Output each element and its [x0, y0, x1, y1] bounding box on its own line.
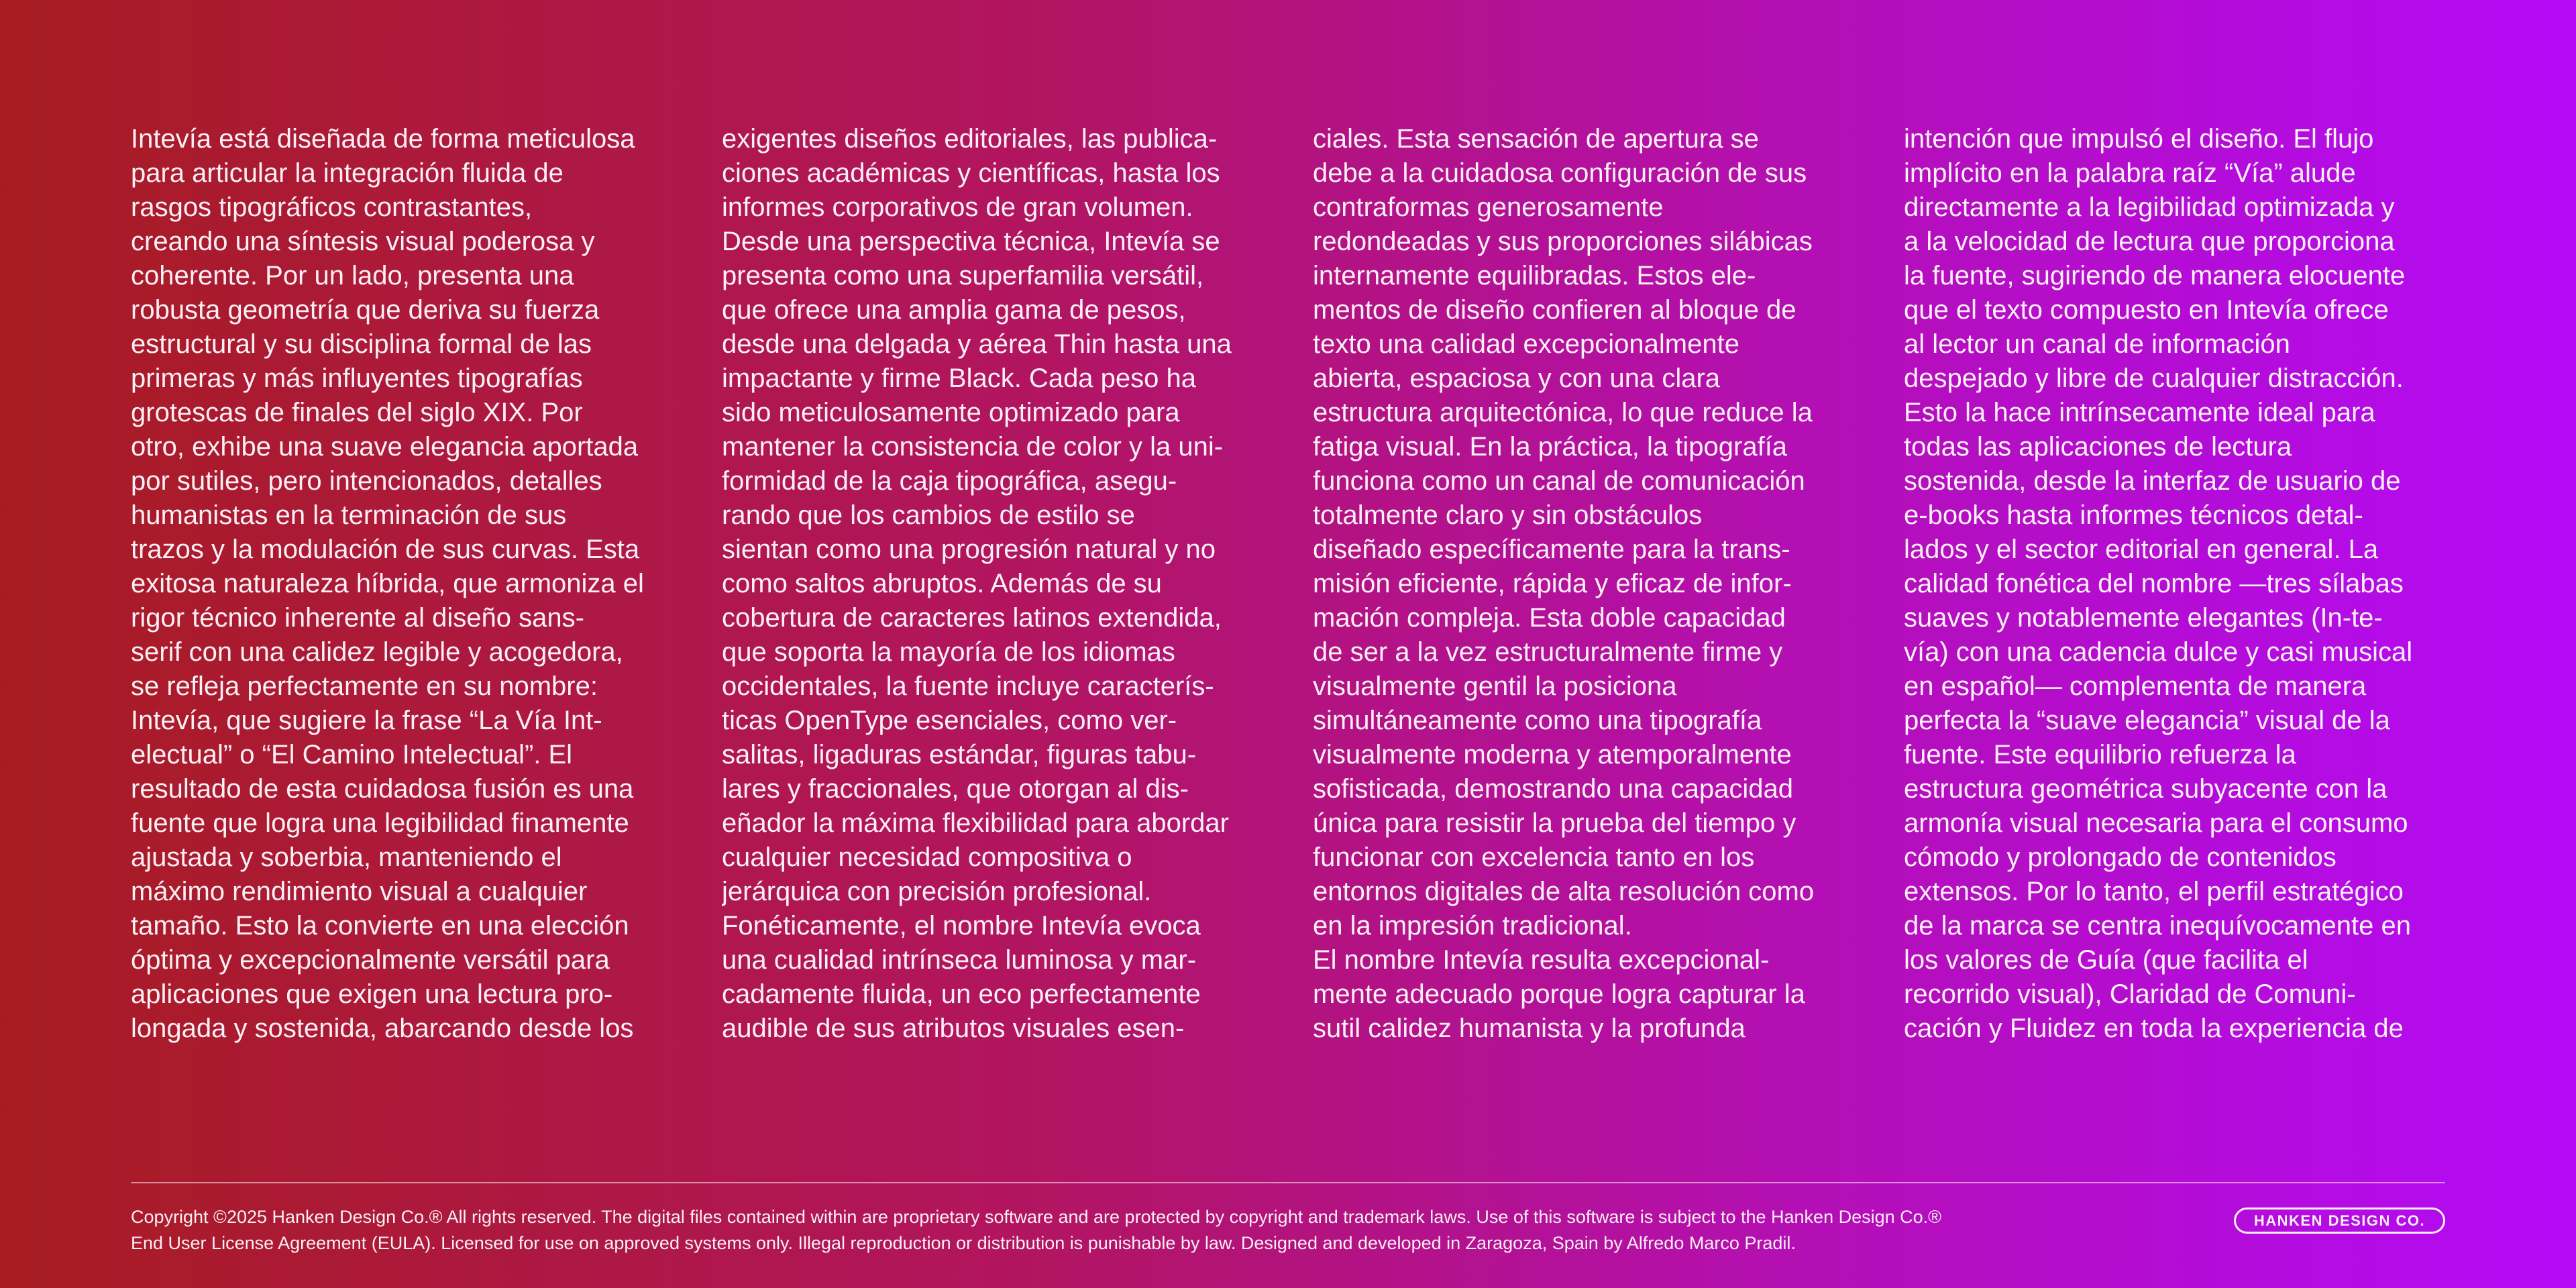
text-line: desde una delgada y aérea Thin hasta una — [722, 329, 1232, 359]
text-line: internamente equilibradas. Estos ele- — [1313, 261, 1756, 290]
text-column-4 — [1904, 122, 2440, 1061]
text-line: creando una síntesis visual poderosa y — [131, 227, 595, 256]
text-line: occidentales, la fuente incluye caracterís- — [722, 672, 1214, 701]
text-line: suaves y notablemente elegantes (In-te- — [1904, 603, 2383, 633]
text-line: la fuente, sugiriendo de manera elocuente — [1904, 261, 2406, 290]
text-line: otro, exhibe una suave elegancia aportada — [131, 432, 639, 462]
text-line: diseñado específicamente para la trans- — [1313, 535, 1790, 564]
text-line: estructural y su disciplina formal de las — [131, 329, 592, 359]
text-line: estructura arquitectónica, lo que reduce la — [1313, 398, 1813, 427]
text-line: lados y el sector editorial en general. La — [1904, 535, 2379, 564]
text-line: lares y fraccionales, que otorgan al dis- — [722, 774, 1189, 804]
text-line: entornos digitales de alta resolución como — [1313, 877, 1815, 906]
text-line: al lector un canal de información — [1904, 329, 2290, 359]
text-line: rigor técnico inherente al diseño sans- — [131, 603, 584, 633]
text-line: impactante y firme Black. Cada peso ha — [722, 364, 1197, 393]
text-line: ciales. Esta sensación de apertura se — [1313, 124, 1759, 154]
text-line: de ser a la vez estructuralmente firme y — [1313, 637, 1783, 667]
text-line: por sutiles, pero intencionados, detalles — [131, 466, 602, 496]
text-line: electual” o “El Camino Intelectual”. El — [131, 740, 573, 769]
text-line: funcionar con excelencia tanto en los — [1313, 843, 1755, 872]
text-line: simultáneamente como una tipografía — [1313, 706, 1762, 735]
text-line: funciona como un canal de comunicación — [1313, 466, 1805, 496]
text-line: cualquier necesidad compositiva o — [722, 843, 1132, 872]
text-line: que soporta la mayoría de los idiomas — [722, 637, 1175, 667]
text-line: sientan como una progresión natural y no — [722, 535, 1216, 564]
text-line: fatiga visual. En la práctica, la tipografía — [1313, 432, 1788, 462]
text-line: única para resistir la prueba del tiempo y — [1313, 808, 1796, 838]
text-line: Intevía, que sugiere la frase “La Vía Int- — [131, 706, 602, 735]
text-line: extensos. Por lo tanto, el perfil estratégico — [1904, 877, 2404, 906]
text-line: grotescas de finales del siglo XIX. Por — [131, 398, 583, 427]
text-line: tamaño. Esto la convierte en una elección — [131, 911, 629, 941]
text-line: mantener la consistencia de color y la uni- — [722, 432, 1224, 462]
text-line: robusta geometría que deriva su fuerza — [131, 295, 600, 325]
footer-divider — [131, 1182, 2445, 1183]
text-line: que ofrece una amplia gama de pesos, — [722, 295, 1186, 325]
text-line: de la marca se centra inequívocamente en — [1904, 911, 2411, 941]
text-line: a la velocidad de lectura que proporciona — [1904, 227, 2395, 256]
text-line: texto una calidad excepcionalmente — [1313, 329, 1739, 359]
text-line: máximo rendimiento visual a cualquier — [131, 877, 588, 906]
text-line: misión eficiente, rápida y eficaz de infor- — [1313, 569, 1792, 598]
text-line: perfecta la “suave elegancia” visual de la — [1904, 706, 2390, 735]
text-line: Esto la hace intrínsecamente ideal para — [1904, 398, 2375, 427]
text-line: El nombre Intevía resulta excepcional- — [1313, 945, 1770, 975]
text-line: humanistas en la terminación de sus — [131, 500, 567, 530]
text-line: cómodo y prolongado de contenidos — [1904, 843, 2337, 872]
text-line: óptima y excepcionalmente versátil para — [131, 945, 610, 975]
legal-line: End User License Agreement (EULA). Licensed for use on approved systems only. Illegal reproduction or distribution is punishable by law. Designed and developed in Zaragoza, Spain by Alfredo Marco Pradil. — [131, 1233, 1796, 1253]
text-line: e-books hasta informes técnicos detal- — [1904, 500, 2363, 530]
text-line: redondeadas y sus proporciones silábicas — [1313, 227, 1813, 256]
text-line: implícito en la palabra raíz “Vía” alude — [1904, 158, 2356, 188]
text-line: rasgos tipográficos contrastantes, — [131, 193, 533, 222]
text-line: mentos de diseño confieren al bloque de — [1313, 295, 1796, 325]
text-line: visualmente moderna y atemporalmente — [1313, 740, 1792, 769]
text-line: ajustada y soberbia, manteniendo el — [131, 843, 562, 872]
text-line: sutil calidez humanista y la profunda — [1313, 1014, 1746, 1043]
text-line: formidad de la caja tipográfica, asegu- — [722, 466, 1177, 496]
text-line: audible de sus atributos visuales esen- — [722, 1014, 1185, 1043]
text-line: en la impresión tradicional. — [1313, 911, 1632, 941]
text-line: vía) con una cadencia dulce y casi musical — [1904, 637, 2413, 667]
text-line: rando que los cambios de estilo se — [722, 500, 1135, 530]
text-line: cación y Fluidez en toda la experiencia de — [1904, 1014, 2404, 1043]
text-line: se refleja perfectamente en su nombre: — [131, 672, 598, 701]
text-line: exigentes diseños editoriales, las publica- — [722, 124, 1218, 154]
text-line: coherente. Por un lado, presenta una — [131, 261, 574, 290]
text-line: Desde una perspectiva técnica, Intevía se — [722, 227, 1220, 256]
text-line: totalmente claro y sin obstáculos — [1313, 500, 1703, 530]
text-line: ticas OpenType esenciales, como ver- — [722, 706, 1177, 735]
text-line: Intevía está diseñada de forma meticulosa — [131, 124, 635, 154]
text-line: directamente a la legibilidad optimizada y — [1904, 193, 2395, 222]
text-line: ciones académicas y científicas, hasta los — [722, 158, 1220, 188]
text-column-1 — [131, 122, 667, 1061]
text-line: calidad fonética del nombre —tres sílabas — [1904, 569, 2404, 598]
specimen-body-text — [131, 122, 2445, 1061]
text-line: eñador la máxima flexibilidad para abordar — [722, 808, 1229, 838]
text-line: fuente. Este equilibrio refuerza la — [1904, 740, 2296, 769]
text-line: jerárquica con precisión profesional. — [722, 877, 1152, 906]
text-line: Fonéticamente, el nombre Intevía evoca — [722, 911, 1201, 941]
brand-logo-badge: HANKEN DESIGN CO. — [2234, 1208, 2445, 1234]
text-line: mación compleja. Esta doble capacidad — [1313, 603, 1786, 633]
text-line: sofisticada, demostrando una capacidad — [1313, 774, 1794, 804]
text-line: longada y sostenida, abarcando desde los — [131, 1014, 634, 1043]
text-line: fuente que logra una legibilidad finamente — [131, 808, 629, 838]
text-line: despejado y libre de cualquier distracción. — [1904, 364, 2404, 393]
text-line: para articular la integración fluida de — [131, 158, 564, 188]
text-line: presenta como una superfamilia versátil, — [722, 261, 1204, 290]
text-line: una cualidad intrínseca luminosa y mar- — [722, 945, 1197, 975]
text-line: intención que impulsó el diseño. El flujo — [1904, 124, 2374, 154]
text-line: serif con una calidez legible y acogedora, — [131, 637, 623, 667]
text-line: resultado de esta cuidadosa fusión es una — [131, 774, 634, 804]
text-line: debe a la cuidadosa configuración de sus — [1313, 158, 1807, 188]
text-line: trazos y la modulación de sus curvas. Esta — [131, 535, 640, 564]
text-line: cadamente fluida, un eco perfectamente — [722, 979, 1201, 1009]
text-line: primeras y más influyentes tipografías — [131, 364, 583, 393]
text-line: en español— complementa de manera — [1904, 672, 2367, 701]
text-line: que el texto compuesto en Intevía ofrece — [1904, 295, 2389, 325]
text-line: cobertura de caracteres latinos extendida, — [722, 603, 1222, 633]
text-line: aplicaciones que exigen una lectura pro- — [131, 979, 613, 1009]
text-line: informes corporativos de gran volumen. — [722, 193, 1193, 222]
text-column-2 — [722, 122, 1258, 1061]
text-line: estructura geométrica subyacente con la — [1904, 774, 2387, 804]
legal-line: Copyright ©2025 Hanken Design Co.® All rights reserved. The digital files contained within are proprietary software and are protected by copyright and trademark laws. Use of this software is subject to the Hanken Design Co.® — [131, 1207, 1942, 1227]
text-line: como saltos abruptos. Además de su — [722, 569, 1162, 598]
text-column-3 — [1313, 122, 1849, 1061]
text-line: sido meticulosamente optimizado para — [722, 398, 1180, 427]
text-line: abierta, espaciosa y con una clara — [1313, 364, 1721, 393]
text-line: mente adecuado porque logra capturar la — [1313, 979, 1805, 1009]
text-line: exitosa naturaleza híbrida, que armoniza el — [131, 569, 644, 598]
text-line: armonía visual necesaria para el consumo — [1904, 808, 2408, 838]
text-line: los valores de Guía (que facilita el — [1904, 945, 2308, 975]
text-line: visualmente gentil la posiciona — [1313, 672, 1677, 701]
text-line: salitas, ligaduras estándar, figuras tabu- — [722, 740, 1197, 769]
text-line: recorrido visual), Claridad de Comuni- — [1904, 979, 2356, 1009]
text-line: sostenida, desde la interfaz de usuario de — [1904, 466, 2401, 496]
text-line: contraformas generosamente — [1313, 193, 1664, 222]
legal-notice — [131, 1204, 2177, 1256]
text-line: todas las aplicaciones de lectura — [1904, 432, 2292, 462]
